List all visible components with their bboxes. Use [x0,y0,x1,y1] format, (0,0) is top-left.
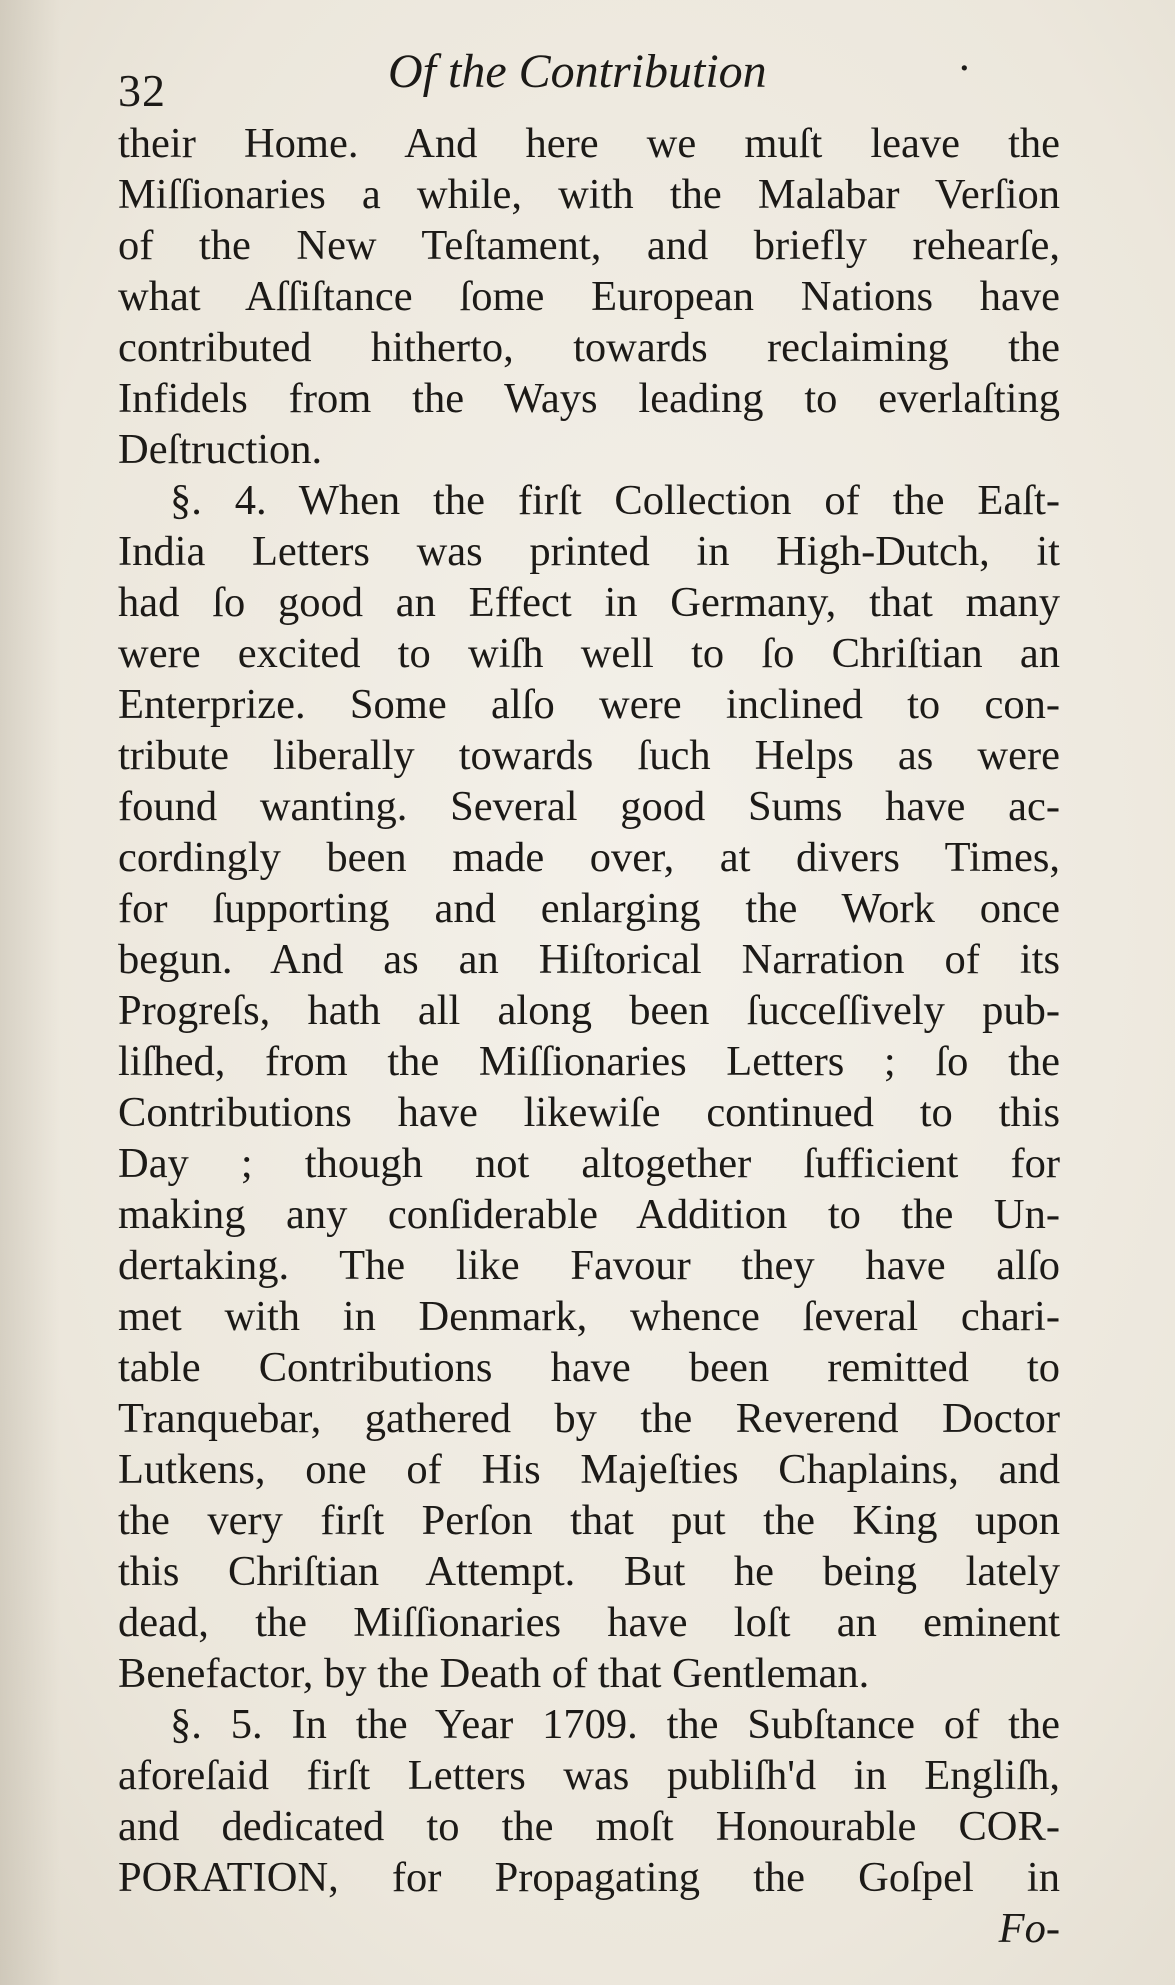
text-line: contributed hitherto, towards reclaiming the [118,324,1060,371]
text-line: found wanting. Several good Sums have ac- [118,783,1060,830]
catchword: Fo- [998,1905,1060,1952]
text-line: begun. And as an Hiſtorical Narration of its [118,936,1060,983]
text-line: table Contributions have been remitted to [118,1344,1060,1391]
text-line: for ſupporting and enlarging the Work once [118,885,1060,932]
text-line: this Chriſtian Attempt. But he being lately [118,1548,1060,1595]
page-header [118,44,1063,114]
text-line: the very firſt Perſon that put the King upon [118,1497,1060,1544]
text-line: Day ; though not altogether ſufficient for [118,1140,1060,1187]
text-line: India Letters was printed in High-Dutch, it [118,528,1060,575]
text-line: had ſo good an Effect in Germany, that many [118,579,1060,626]
text-line: Miſſionaries a while, with the Malabar Verſion [118,171,1060,218]
body-text [118,118,1060,1954]
text-line: making any conſiderable Addition to the Un- [118,1191,1060,1238]
text-line: PORATION, for Propagating the Goſpel in [118,1854,1060,1901]
text-line: Enterprize. Some alſo were inclined to con- [118,681,1060,728]
text-line: of the New Teſtament, and briefly rehearſe, [118,222,1060,269]
text-line: Progreſs, hath all along been ſucceſſively pub- [118,987,1060,1034]
text-line: Deſtruction. [118,426,323,473]
text-line: aforeſaid firſt Letters was publiſh'd in Engliſh, [118,1752,1060,1799]
section-heading-line: §. 5. In the Year 1709. the Subſtance of the [170,1701,1060,1748]
gutter-shadow [0,0,60,1985]
text-line: cordingly been made over, at divers Times, [118,834,1060,881]
section-heading-line: §. 4. When the firſt Collection of the Eaſt- [170,477,1060,524]
text-line: dead, the Miſſionaries have loſt an eminent [118,1599,1060,1646]
text-line: Infidels from the Ways leading to everlaſting [118,375,1060,422]
text-line: Contributions have likewiſe continued to this [118,1089,1060,1136]
text-line: Benefactor, by the Death of that Gentleman. [118,1650,870,1697]
text-line: and dedicated to the moſt Honourable COR- [118,1803,1060,1850]
text-line: tribute liberally towards ſuch Helps as were [118,732,1060,779]
running-head-dot: · [958,46,971,92]
text-line: Tranquebar, gathered by the Reverend Doctor [118,1395,1060,1442]
text-line: dertaking. The like Favour they have alſo [118,1242,1060,1289]
text-line: what Aſſiſtance ſome European Nations have [118,273,1060,320]
text-line: their Home. And here we muſt leave the [118,120,1060,167]
page-number: 32 [118,65,166,116]
text-line: liſhed, from the Miſſionaries Letters ; ſo the [118,1038,1060,1085]
running-head: Of the Contribution [388,45,767,98]
text-line: were excited to wiſh well to ſo Chriſtian an [118,630,1060,677]
text-line: met with in Denmark, whence ſeveral chari- [118,1293,1060,1340]
text-line: Lutkens, one of His Majeſties Chaplains, and [118,1446,1060,1493]
